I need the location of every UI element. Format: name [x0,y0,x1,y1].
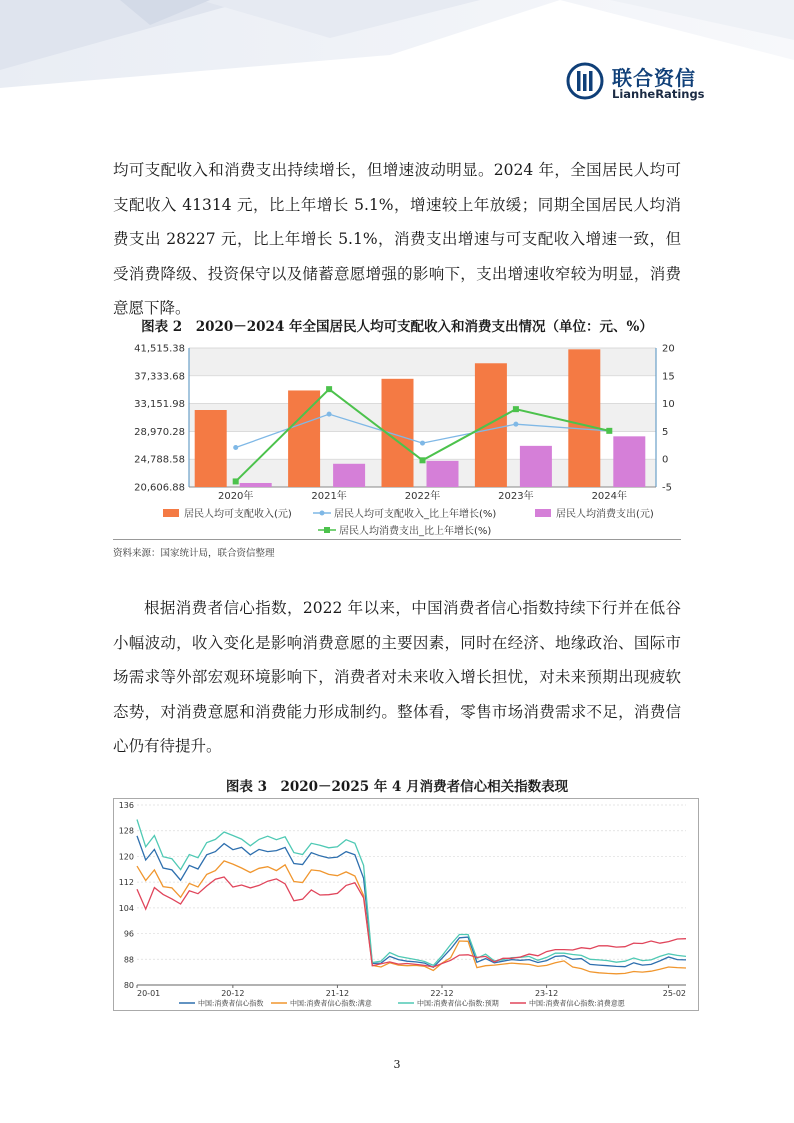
bar-income [475,363,507,487]
logo-name-cn: 联合资信 [612,66,696,90]
point-expenditure-growth [606,428,612,434]
x-tick-label: 21-12 [325,989,350,998]
legend-label: 中国:消费者信心指数:预期 [417,999,499,1008]
legend-label: 居民人均消费支出_比上年增长(%) [339,526,492,537]
consumer-confidence-chart [113,798,699,1011]
x-tick-label: 22-12 [430,989,454,998]
point-income-growth [420,441,425,446]
y-right-tick-label: 20 [662,343,675,355]
y-tick-label: 96 [123,929,134,939]
x-tick-label: 2020年 [217,491,254,502]
chart-frame [114,799,699,1011]
source-divider [113,539,681,540]
y-right-tick-label: 15 [662,371,675,383]
bar-expenditure [333,464,365,487]
y-left-tick-label: 33,151.98 [134,399,185,411]
y-tick-label: 128 [118,826,134,836]
legend-label: 居民人均可支配收入(元) [184,509,292,520]
y-right-tick-label: -5 [662,482,672,494]
y-tick-label: 80 [123,981,134,990]
y-left-tick-label: 28,970.28 [134,426,185,438]
point-expenditure-growth [233,478,239,484]
page-number: 3 [393,1058,401,1071]
legend-label: 中国:消费者信心指数:满意 [290,999,372,1008]
body-paragraph-1: 均可支配收入和消费支出持续增长，但增速波动明显。2024 年，全国居民人均可支配收入 41314 元，比上年增长 5.1%，增速较上年放缓；同期全国居民人均消费支出 28227 元，比上年增长 5.1%，消费支出增速与可支配收入增速一致，但受消费降级、投资保守以及储蓄意愿增强的影响下，支出增速收窄较为明显，消费意愿下降。 [113,161,681,317]
point-income-growth [327,412,332,417]
y-left-tick-label: 20,606.88 [134,482,185,494]
y-tick-label: 104 [118,903,134,913]
bar-income [288,390,320,487]
legend-marker [324,527,330,533]
bar-expenditure [240,483,272,487]
y-left-tick-label: 41,515.38 [134,343,185,355]
y-right-tick-label: 5 [662,426,669,438]
x-tick-label: 2023年 [498,491,534,502]
x-tick-label: 2024年 [591,491,628,502]
point-income-growth [233,445,238,450]
legend-swatch [163,509,179,517]
legend-label: 居民人均消费支出(元) [556,509,654,520]
x-tick-label: 2021年 [311,491,347,502]
y-right-tick-label: 0 [662,454,669,466]
y-left-tick-label: 24,788.58 [134,454,185,466]
logo-name-en: LianheRatings [612,87,705,101]
point-expenditure-growth [420,457,426,463]
y-tick-label: 136 [118,801,134,810]
point-expenditure-growth [513,406,519,412]
legend-label: 中国:消费者信心指数 [198,999,264,1008]
point-expenditure-growth [326,386,332,392]
data-source-note: 资料来源：国家统计局，联合资信整理 [113,548,275,559]
bar-expenditure [613,436,645,487]
legend-label: 居民人均可支配收入_比上年增长(%) [334,509,497,520]
y-tick-label: 88 [123,955,134,965]
bar-expenditure [427,461,459,487]
lianhe-logo-icon [566,62,604,100]
x-tick-label: 20-01 [137,989,161,998]
figure-3-title: 图表 3 2020－2025 年 4 月消费者信心相关指数表现 [225,779,569,795]
body-paragraph-2: 根据消费者信心指数，2022 年以来，中国消费者信心指数持续下行并在低谷小幅波动，收入变化是影响消费意愿的主要因素，同时在经济、地缘政治、国际市场需求等外部宏观环境影响下，消费者对未来收入增长担忧，对未来预期出现疲软态势，对消费意愿和消费能力形成制约。整体看，零售市场消费需求不足，消费信心仍有待提升。 [113,599,681,755]
income-expenditure-chart [113,337,681,540]
bar-expenditure [520,446,552,487]
bar-income [195,410,227,487]
y-tick-label: 120 [118,852,134,862]
x-tick-label: 23-12 [534,989,559,998]
figure-2-title: 图表 2 2020－2024 年全国居民人均可支配收入和消费支出情况（单位：元、%） [141,319,653,335]
y-right-tick-label: 10 [662,399,675,411]
x-tick-label: 20-12 [221,989,245,998]
legend-swatch [535,509,551,517]
y-left-tick-label: 37,333.68 [134,371,185,383]
legend-marker [320,511,325,516]
x-tick-label: 2022年 [404,491,441,502]
company-logo [566,60,716,106]
bar-income [568,349,600,487]
y-tick-label: 112 [118,878,134,888]
x-tick-label: 25-02 [662,989,686,998]
point-income-growth [513,422,518,427]
legend-label: 中国:消费者信心指数:消费意愿 [529,999,625,1008]
